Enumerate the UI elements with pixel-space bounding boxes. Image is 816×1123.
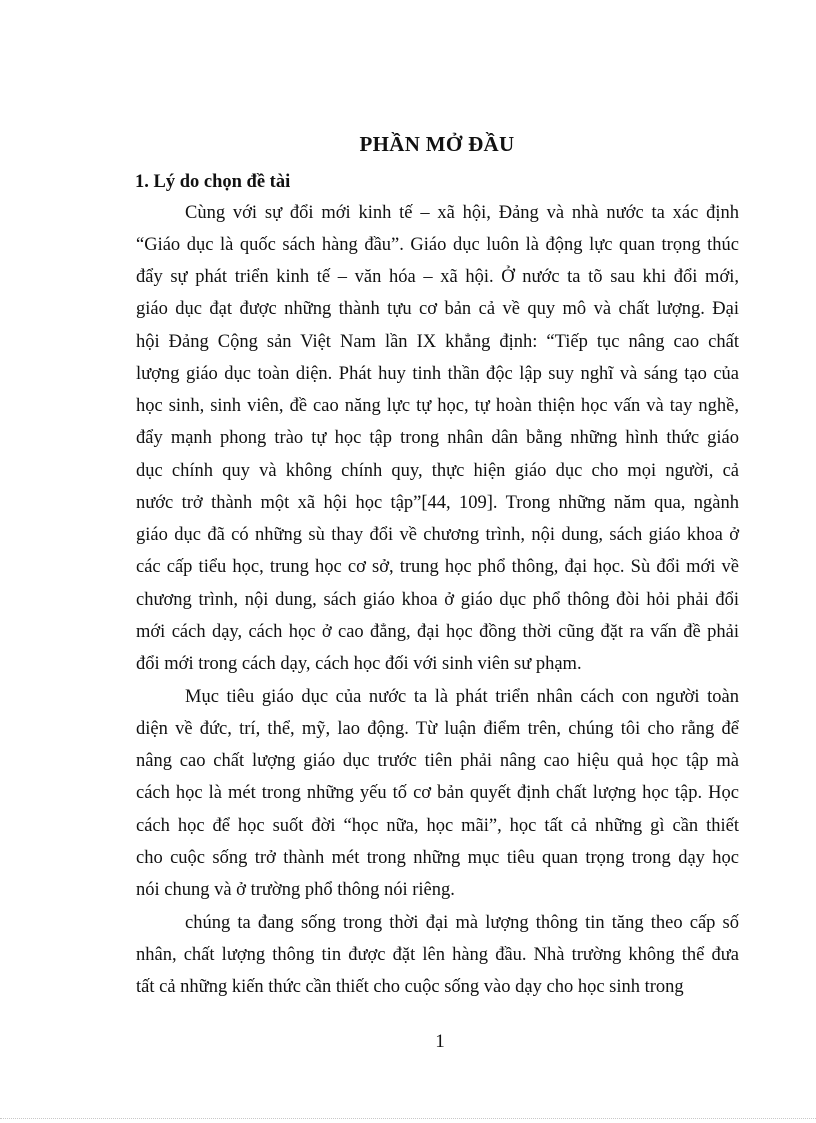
text-line: chương trình, nội dung, sách giáo khoa ở giáo dục phổ thông đòi hỏi phải đổi [136,590,739,610]
text-line: giáo dục đã có những sù thay đổi về chương trình, nội dung, sách giáo khoa ở [136,525,739,545]
text-line: diện về đức, trí, thể, mỹ, lao động. Từ luận điểm trên, chúng tôi cho rằng để [136,719,739,739]
text-line: học sinh, sinh viên, đề cao năng lực tự học, tự hoàn thiện học vấn và tay nghề, [136,396,739,416]
section-heading: 1. Lý do chọn đề tài [135,172,291,192]
text-line: giáo dục đạt được những thành tựu cơ bản cả về quy mô và chất lượng. Đại [136,299,739,319]
text-line: nói chung và ở trường phổ thông nói riêng. [136,880,455,900]
page-title: PHẦN MỞ ĐẦU [359,132,515,156]
text-line: Cùng với sự đổi mới kinh tế – xã hội, Đảng và nhà nước ta xác định [185,203,739,223]
text-line: nước trở thành một xã hội học tập”[44, 109]. Trong những năm qua, ngành [136,493,739,513]
text-line: tất cả những kiến thức cần thiết cho cuộc sống vào dạy cho học sinh trong [136,977,684,997]
text-line: hội Đảng Cộng sản Việt Nam lần IX khẳng định: “Tiếp tục nâng cao chất [136,332,739,352]
text-line: cách học là mét trong những yếu tố cơ bản quyết định chất lượng học tập. Học [136,783,739,803]
text-line: đẩy mạnh phong trào tự học tập trong nhân dân bằng những hình thức giáo [136,428,739,448]
text-line: nhân, chất lượng thông tin được đặt lên hàng đầu. Nhà trường không thể đưa [136,945,739,965]
text-line: đẩy sự phát triển kinh tế – văn hóa – xã hội. Ở nước ta tõ sau khi đổi mới, [136,267,739,287]
text-line: Mục tiêu giáo dục của nước ta là phát triển nhân cách con người toàn [185,687,739,707]
text-line: chúng ta đang sống trong thời đại mà lượng thông tin tăng theo cấp số [185,913,739,933]
page-bottom-divider [0,1118,816,1119]
text-line: đổi mới trong cách dạy, cách học đối với sinh viên sư phạm. [136,654,582,674]
text-line: dục chính quy và không chính quy, thực hiện giáo dục cho mọi người, cả [136,461,739,481]
text-line: mới cách dạy, cách học ở cao đẳng, đại học đồng thời cũng đặt ra vấn đề phải [136,622,739,642]
text-line: cách học để học suốt đời “học nữa, học mãi”, học tất cả những gì cần thiết [136,816,739,836]
text-line: “Giáo dục là quốc sách hàng đầu”. Giáo dục luôn là động lực quan trọng thúc [136,235,739,255]
page-number: 1 [435,1031,445,1052]
text-line: nâng cao chất lượng giáo dục trước tiên phải nâng cao hiệu quả học tập mà [136,751,739,771]
text-line: các cấp tiểu học, trung học cơ sở, trung học phổ thông, đại học. Sù đổi mới về [136,557,739,577]
text-line: cho cuộc sống trở thành mét trong những mục tiêu quan trọng trong dạy học [136,848,739,868]
text-line: lượng giáo dục toàn diện. Phát huy tinh thần độc lập suy nghĩ và sáng tạo của [136,364,739,384]
